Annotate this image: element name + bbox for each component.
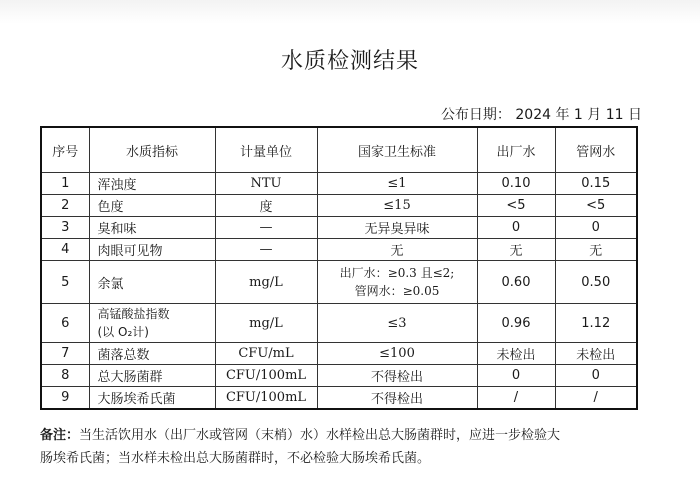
row-unit: 度 [215, 195, 317, 217]
row-item: 肉眼可见物 [89, 239, 215, 261]
row-factory: 0.60 [477, 261, 555, 304]
row-network: <5 [555, 195, 637, 217]
row-no: 9 [41, 387, 89, 410]
header-item: 水质指标 [89, 127, 215, 173]
standard-line: 出厂水：≥0.3 且≤2; [339, 266, 455, 280]
row-factory: 无 [477, 239, 555, 261]
row-unit: — [215, 239, 317, 261]
footnote-line [40, 424, 652, 447]
table-row [41, 365, 637, 387]
row-item: 色度 [89, 195, 215, 217]
row-item [89, 304, 215, 343]
table-header-row [41, 127, 637, 173]
table-row [41, 195, 637, 217]
table-row [41, 173, 637, 195]
row-network: 未检出 [555, 343, 637, 365]
header-unit: 计量单位 [215, 127, 317, 173]
row-no: 2 [41, 195, 89, 217]
row-unit: — [215, 217, 317, 239]
header-no: 序号 [41, 127, 89, 173]
document-title: 水质检测结果 [280, 49, 419, 74]
row-item: 臭和味 [89, 217, 215, 239]
footnote-label: 备注： [40, 428, 80, 443]
row-network: / [555, 387, 637, 410]
item-line: (以 O₂计) [97, 325, 149, 339]
row-no: 5 [41, 261, 89, 304]
row-standard: 无异臭异味 [317, 217, 477, 239]
row-item: 余氯 [89, 261, 215, 304]
row-no: 4 [41, 239, 89, 261]
row-unit: CFU/100mL [215, 387, 317, 410]
row-unit: mg/L [215, 261, 317, 304]
footnote-line: 肠埃希氏菌；当水样未检出总大肠菌群时，不必检验大肠埃希氏菌。 [40, 451, 431, 466]
row-unit: mg/L [215, 304, 317, 343]
row-factory: 未检出 [477, 343, 555, 365]
standard-line: 管网水：≥0.05 [354, 284, 440, 298]
row-network: 0.50 [555, 261, 637, 304]
row-factory: 0.96 [477, 304, 555, 343]
row-factory: 0.10 [477, 173, 555, 195]
header-network-water: 管网水 [555, 127, 637, 173]
row-factory: <5 [477, 195, 555, 217]
row-item: 菌落总数 [89, 343, 215, 365]
table-row [41, 343, 637, 365]
table-row [41, 261, 637, 304]
row-factory: 0 [477, 217, 555, 239]
row-factory: / [477, 387, 555, 410]
header-standard: 国家卫生标准 [317, 127, 477, 173]
row-standard: ≤100 [317, 343, 477, 365]
row-network: 0 [555, 217, 637, 239]
row-unit: CFU/100mL [215, 365, 317, 387]
row-standard: ≤15 [317, 195, 477, 217]
row-network: 0 [555, 365, 637, 387]
row-network: 0.15 [555, 173, 637, 195]
row-item: 总大肠菌群 [89, 365, 215, 387]
item-line: 高锰酸盐指数 [97, 307, 170, 321]
table-row [41, 239, 637, 261]
row-no: 6 [41, 304, 89, 343]
row-standard: ≤3 [317, 304, 477, 343]
row-item: 浑浊度 [89, 173, 215, 195]
row-factory: 0 [477, 365, 555, 387]
row-no: 7 [41, 343, 89, 365]
row-item: 大肠埃希氏菌 [89, 387, 215, 410]
footnote [40, 424, 652, 470]
row-no: 3 [41, 217, 89, 239]
row-no: 1 [41, 173, 89, 195]
row-network: 1.12 [555, 304, 637, 343]
row-standard: ≤1 [317, 173, 477, 195]
footnote-text: 当生活饮用水（出厂水或管网（末梢）水）水样检出总大肠菌群时，应进一步检验大 [79, 428, 561, 443]
publish-date: 公布日期： 2024 年 1 月 11 日 [440, 107, 642, 123]
row-standard [317, 261, 477, 304]
table-row [41, 304, 637, 343]
row-standard: 不得检出 [317, 387, 477, 410]
header-factory-water: 出厂水 [477, 127, 555, 173]
table-row [41, 387, 637, 410]
water-quality-table [40, 126, 638, 410]
row-network: 无 [555, 239, 637, 261]
row-no: 8 [41, 365, 89, 387]
row-unit: CFU/mL [215, 343, 317, 365]
row-unit: NTU [215, 173, 317, 195]
table-row [41, 217, 637, 239]
row-standard: 无 [317, 239, 477, 261]
row-standard: 不得检出 [317, 365, 477, 387]
